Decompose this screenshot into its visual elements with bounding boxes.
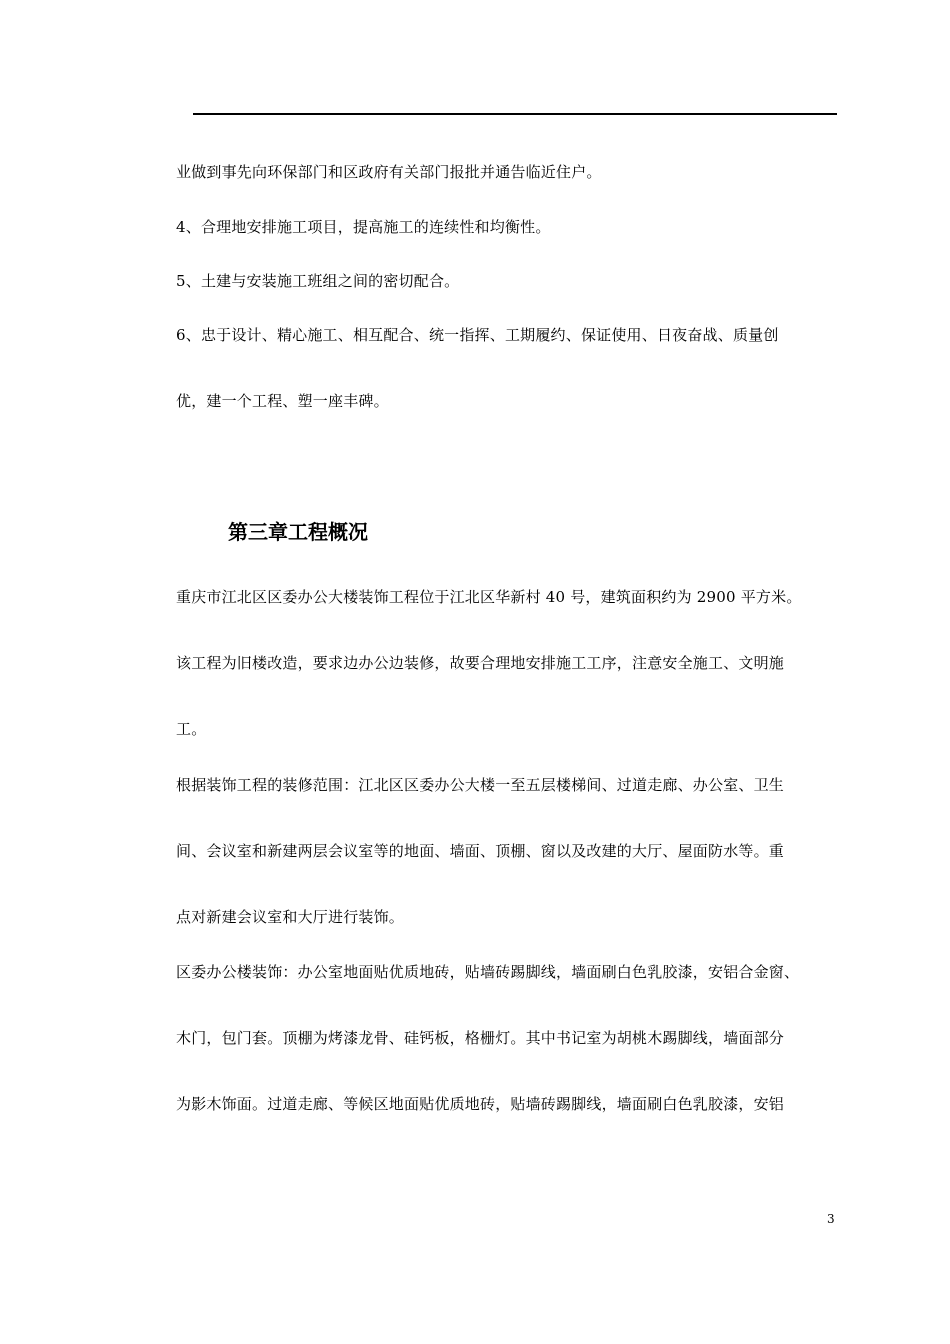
paragraph-line: 工。 — [176, 720, 207, 738]
paragraph-line: 4、合理地安排施工项目，提高施工的连续性和均衡性。 — [176, 218, 551, 236]
paragraph-line: 间、会议室和新建两层会议室等的地面、墙面、顶棚、窗以及改建的大厅、屋面防水等。重 — [176, 842, 785, 860]
paragraph-line: 优，建一个工程、塑一座丰碑。 — [176, 392, 389, 410]
paragraph-line: 6、忠于设计、精心施工、相互配合、统一指挥、工期履约、保证使用、日夜奋战、质量创 — [176, 326, 779, 344]
paragraph-line: 根据装饰工程的装修范围：江北区区委办公大楼一至五层楼梯间、过道走廊、办公室、卫生 — [176, 776, 785, 794]
paragraph-line: 区委办公楼装饰：办公室地面贴优质地砖，贴墙砖踢脚线，墙面刷白色乳胶漆，安铝合金窗、 — [176, 963, 800, 981]
paragraph-line: 点对新建会议室和大厅进行装饰。 — [176, 908, 405, 926]
paragraph-line: 为影木饰面。过道走廊、等候区地面贴优质地砖，贴墙砖踢脚线，墙面刷白色乳胶漆，安铝 — [176, 1095, 785, 1113]
paragraph-line: 木门，包门套。顶棚为烤漆龙骨、硅钙板，格栅灯。其中书记室为胡桃木踢脚线，墙面部分 — [176, 1029, 785, 1047]
chapter-heading: 第三章工程概况 — [228, 520, 368, 544]
paragraph-line: 5、土建与安装施工班组之间的密切配合。 — [176, 272, 460, 290]
header-rule — [193, 113, 837, 115]
paragraph-line: 业做到事先向环保部门和区政府有关部门报批并通告临近住户。 — [176, 163, 602, 181]
page-number: 3 — [827, 1212, 835, 1226]
paragraph-line: 重庆市江北区区委办公大楼装饰工程位于江北区华新村 40 号，建筑面积约为 2900 平方米。 — [176, 588, 802, 606]
paragraph-line: 该工程为旧楼改造，要求边办公边装修，故要合理地安排施工工序，注意安全施工、文明施 — [176, 654, 785, 672]
